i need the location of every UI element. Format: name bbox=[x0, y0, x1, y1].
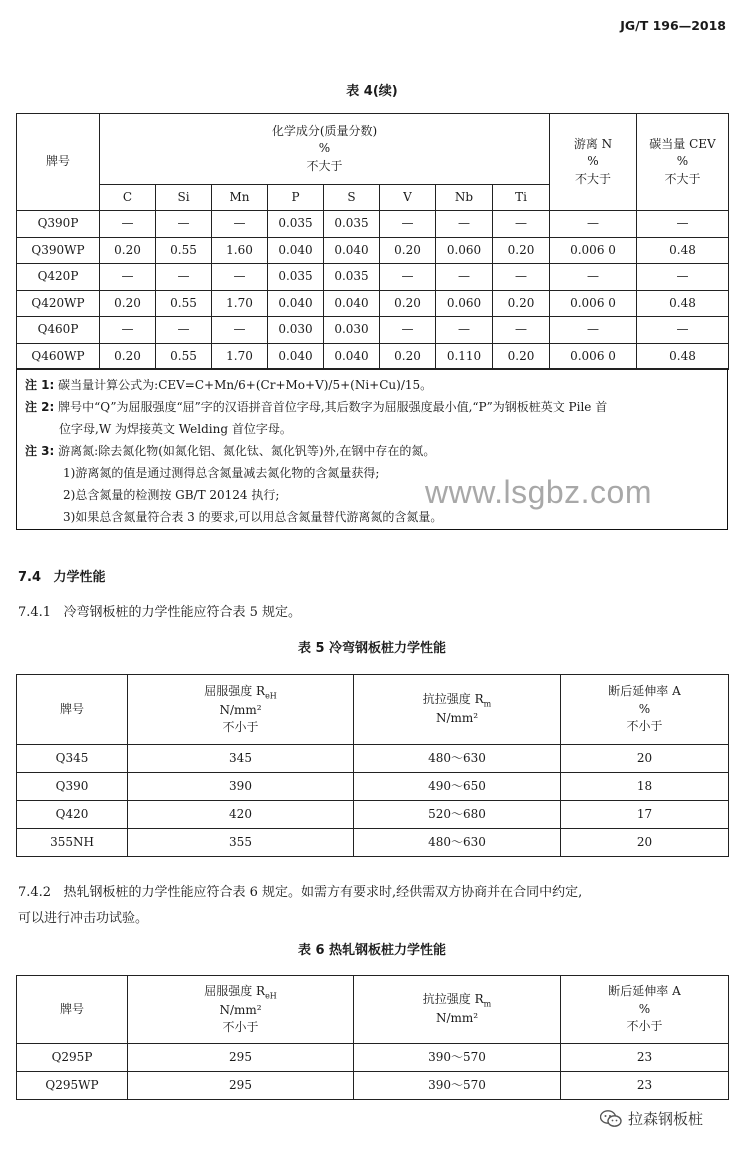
note-3-item: 3)如果总含氮量符合表 3 的要求,可以用总含氮量替代游离氮的含氮量。 bbox=[63, 510, 443, 524]
table-cell: — bbox=[493, 264, 550, 291]
table-cell: 0.48 bbox=[637, 290, 729, 317]
table-row bbox=[17, 237, 729, 264]
table-cell: 0.20 bbox=[100, 343, 156, 370]
table-cell: — bbox=[100, 211, 156, 238]
table-cell: 0.20 bbox=[380, 290, 436, 317]
table-cell: 0.035 bbox=[268, 211, 324, 238]
table-cell: — bbox=[550, 317, 637, 344]
section-7-4-heading: 7.4 力学性能 bbox=[18, 570, 106, 585]
table-cell: 0.035 bbox=[324, 211, 380, 238]
table-row bbox=[17, 1044, 729, 1072]
table-cell: Q420 bbox=[17, 801, 128, 829]
table-cell: 20 bbox=[561, 745, 729, 773]
table-cell: — bbox=[436, 211, 493, 238]
table-cell: 0.040 bbox=[268, 237, 324, 264]
table-cell: 23 bbox=[561, 1072, 729, 1100]
table-cell: 0.035 bbox=[324, 264, 380, 291]
table-cell: 0.040 bbox=[324, 343, 380, 370]
table-cell: 355 bbox=[128, 829, 354, 857]
table4-element-header: Nb bbox=[436, 185, 493, 211]
table6-caption: 表 6 热轧钢板桩力学性能 bbox=[297, 943, 447, 958]
table4-element-header: V bbox=[380, 185, 436, 211]
table-cell: 390～570 bbox=[354, 1072, 561, 1100]
table-cell: 0.20 bbox=[100, 290, 156, 317]
table-cell: Q390WP bbox=[17, 237, 100, 264]
note-2-continued: 位字母,W 为焊接英文 Welding 首位字母。 bbox=[59, 422, 292, 436]
table-cell: — bbox=[380, 211, 436, 238]
table-cell: Q390P bbox=[17, 211, 100, 238]
table5-header-row bbox=[17, 675, 729, 745]
table-cell: 390～570 bbox=[354, 1044, 561, 1072]
table-cell: — bbox=[493, 211, 550, 238]
table-cell: 0.060 bbox=[436, 290, 493, 317]
table4-element-header: Mn bbox=[212, 185, 268, 211]
table-cell: 355NH bbox=[17, 829, 128, 857]
table6-header-brand: 牌号 bbox=[17, 976, 128, 1044]
table-cell: 1.70 bbox=[212, 290, 268, 317]
table-cell: — bbox=[637, 211, 729, 238]
standard-number: JG/T 196—2018 bbox=[620, 18, 726, 33]
table5-header-yield: 屈服强度 $R_{eH}$ N/mm² 不小于 bbox=[128, 675, 354, 745]
table4-element-header: P bbox=[268, 185, 324, 211]
table-cell: — bbox=[100, 317, 156, 344]
table-cell: — bbox=[212, 211, 268, 238]
table-row bbox=[17, 290, 729, 317]
table-cell: — bbox=[156, 264, 212, 291]
table-cell: 0.20 bbox=[100, 237, 156, 264]
table-cell: 0.006 0 bbox=[550, 237, 637, 264]
table-cell: — bbox=[156, 211, 212, 238]
table-cell: Q345 bbox=[17, 745, 128, 773]
table4-element-header: Ti bbox=[493, 185, 550, 211]
table5-header-tensile: 抗拉强度 $R_m$ N/mm² bbox=[354, 675, 561, 745]
table4-header-free-n: 游离 N % 不大于 bbox=[550, 114, 637, 211]
table-cell: — bbox=[212, 317, 268, 344]
note-3-item: 1)游离氮的值是通过测得总含氮量减去氮化物的含氮量获得; bbox=[63, 466, 380, 480]
table4-element-header: S bbox=[324, 185, 380, 211]
table5-caption: 表 5 冷弯钢板桩力学性能 bbox=[297, 641, 447, 656]
table-cell: 18 bbox=[561, 773, 729, 801]
table-cell: 520～680 bbox=[354, 801, 561, 829]
table-cell: 20 bbox=[561, 829, 729, 857]
table-cell: — bbox=[380, 317, 436, 344]
table-cell: 0.040 bbox=[324, 290, 380, 317]
table-cell: 23 bbox=[561, 1044, 729, 1072]
table-cell: Q420WP bbox=[17, 290, 100, 317]
table-cell: 0.20 bbox=[380, 343, 436, 370]
table-cell: 480～630 bbox=[354, 829, 561, 857]
table-cell: 345 bbox=[128, 745, 354, 773]
table5-header-brand: 牌号 bbox=[17, 675, 128, 745]
table4-header-brand: 牌号 bbox=[17, 114, 100, 211]
table-row bbox=[17, 773, 729, 801]
note-1: 注 1: 碳当量计算公式为:CEV=C+Mn/6+(Cr+Mo+V)/5+(Ni+Cu)/15。 bbox=[25, 378, 433, 392]
table-cell: 295 bbox=[128, 1044, 354, 1072]
table-cell: 0.20 bbox=[493, 237, 550, 264]
table-cell: — bbox=[100, 264, 156, 291]
table-cell: 0.006 0 bbox=[550, 290, 637, 317]
table-cell: 0.20 bbox=[493, 343, 550, 370]
table4-element-header: Si bbox=[156, 185, 212, 211]
table-cell: 420 bbox=[128, 801, 354, 829]
table-cell: 0.040 bbox=[324, 237, 380, 264]
watermark: www.lsgbz.com bbox=[425, 474, 652, 510]
table-row bbox=[17, 1072, 729, 1100]
table5-header-elongation: 断后延伸率 A % 不小于 bbox=[561, 675, 729, 745]
table-cell: 0.20 bbox=[493, 290, 550, 317]
wechat-badge bbox=[600, 1108, 703, 1129]
table-cell: 17 bbox=[561, 801, 729, 829]
table5 bbox=[16, 674, 729, 857]
table-cell: Q295P bbox=[17, 1044, 128, 1072]
table-cell: 0.006 0 bbox=[550, 343, 637, 370]
table-cell: 0.48 bbox=[637, 237, 729, 264]
note-2: 注 2: 牌号中“Q”为屈服强度“屈”字的汉语拼音首位字母,其后数字为屈服强度最小值,“P”为钢板桩英文 Pile 首 bbox=[25, 400, 608, 414]
table-cell: — bbox=[380, 264, 436, 291]
table-cell: Q420P bbox=[17, 264, 100, 291]
table-cell: — bbox=[493, 317, 550, 344]
table-cell: 0.55 bbox=[156, 343, 212, 370]
table-cell: 0.110 bbox=[436, 343, 493, 370]
section-7-4-1: 7.4.1 冷弯钢板桩的力学性能应符合表 5 规定。 bbox=[18, 605, 302, 620]
table-cell: 390 bbox=[128, 773, 354, 801]
table6-header-yield: 屈服强度 $R_{eH}$ N/mm² 不小于 bbox=[128, 976, 354, 1044]
table-cell: 0.20 bbox=[380, 237, 436, 264]
section-7-4-2: 7.4.2 热轧钢板桩的力学性能应符合表 6 规定。如需方有要求时,经供需双方协商并在合同中约定, 可以进行冲击功试验。 bbox=[18, 885, 583, 926]
table-cell: 0.55 bbox=[156, 237, 212, 264]
table-cell: 0.55 bbox=[156, 290, 212, 317]
wechat-label: 拉森钢板桩 bbox=[628, 1110, 704, 1128]
table-cell: — bbox=[436, 264, 493, 291]
table4 bbox=[16, 113, 729, 370]
note-3: 注 3: 游离氮:除去氮化物(如氮化铝、氮化钛、氮化钒等)外,在钢中存在的氮。 bbox=[25, 444, 436, 458]
table6 bbox=[16, 975, 729, 1100]
wechat-icon bbox=[600, 1110, 622, 1128]
table4-element-header: C bbox=[100, 185, 156, 211]
table-cell: 0.035 bbox=[268, 264, 324, 291]
table-cell: — bbox=[550, 264, 637, 291]
note-3-item: 2)总含氮量的检测按 GB/T 20124 执行; bbox=[63, 488, 280, 502]
table-cell: 1.60 bbox=[212, 237, 268, 264]
table-cell: 0.040 bbox=[268, 290, 324, 317]
table4-caption: 表 4(续) bbox=[346, 84, 398, 99]
table-cell: Q295WP bbox=[17, 1072, 128, 1100]
table-cell: — bbox=[550, 211, 637, 238]
table-row bbox=[17, 264, 729, 291]
table-cell: — bbox=[436, 317, 493, 344]
table-row bbox=[17, 829, 729, 857]
table-cell: — bbox=[212, 264, 268, 291]
table-cell: 480～630 bbox=[354, 745, 561, 773]
table-cell: 0.48 bbox=[637, 343, 729, 370]
table-cell: 0.030 bbox=[324, 317, 380, 344]
table-cell: 0.060 bbox=[436, 237, 493, 264]
table-cell: 295 bbox=[128, 1072, 354, 1100]
table4-header-cev: 碳当量 CEV % 不大于 bbox=[637, 114, 729, 211]
table-row bbox=[17, 211, 729, 238]
table-cell: — bbox=[156, 317, 212, 344]
table-cell: Q390 bbox=[17, 773, 128, 801]
table-cell: Q460P bbox=[17, 317, 100, 344]
table-row bbox=[17, 343, 729, 370]
table-row bbox=[17, 745, 729, 773]
table6-header-row bbox=[17, 976, 729, 1044]
table-cell: 490～650 bbox=[354, 773, 561, 801]
table-cell: Q460WP bbox=[17, 343, 100, 370]
table-cell: 0.030 bbox=[268, 317, 324, 344]
table6-header-elongation: 断后延伸率 A % 不小于 bbox=[561, 976, 729, 1044]
table-row bbox=[17, 317, 729, 344]
table-cell: — bbox=[637, 264, 729, 291]
table-cell: — bbox=[637, 317, 729, 344]
table4-header-chem: 化学成分(质量分数) % 不大于 bbox=[100, 114, 550, 185]
table6-header-tensile: 抗拉强度 $R_m$ N/mm² bbox=[354, 976, 561, 1044]
table-row bbox=[17, 801, 729, 829]
table-cell: 0.040 bbox=[268, 343, 324, 370]
table-cell: 1.70 bbox=[212, 343, 268, 370]
